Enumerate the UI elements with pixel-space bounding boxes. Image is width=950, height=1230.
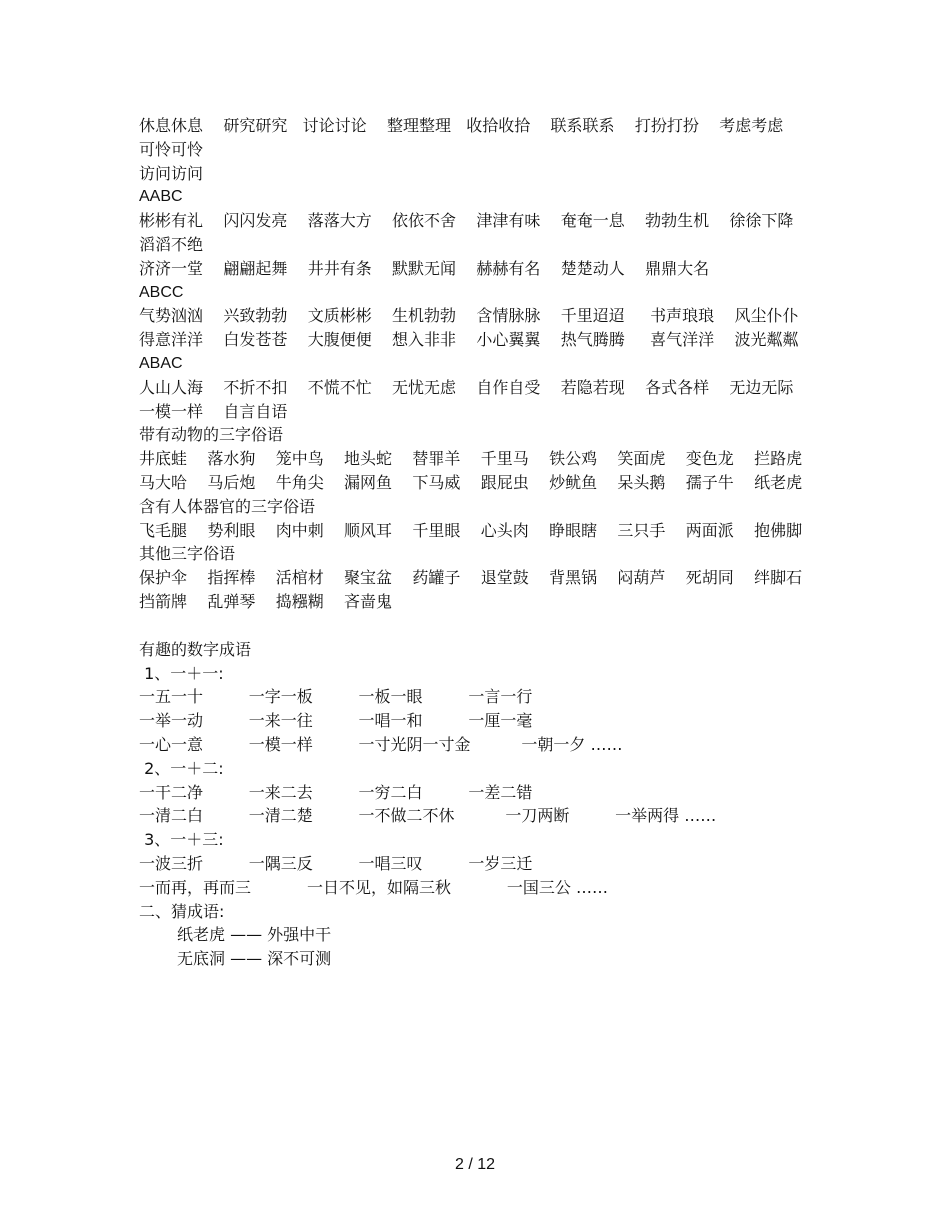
text-line: 一而再，再而三 一日不见，如隔三秋 一国三公 …… — [139, 877, 608, 897]
text-line: 一清二白 一清二楚 一不做二不休 一刀两断 一举两得 …… — [139, 806, 717, 826]
text-line: 得意洋洋 白发苍苍 大腹便便 想入非非 小心翼翼 热气腾腾 喜气洋洋 波光粼粼 — [139, 330, 799, 350]
text-line: 保护伞 指挥棒 活棺材 聚宝盆 药罐子 退堂鼓 背黑锅 闷葫芦 死胡同 绊脚石 挡箭牌 乱弹琴 捣糨糊 吝啬鬼 — [139, 568, 823, 611]
text-line: 一模一样 自言自语 — [139, 401, 288, 421]
text-line: 休息休息 研究研究 讨论讨论 整理整理 收拾收拾 联系联系 打扮打扮 考虑考虑 可怜可怜 — [139, 116, 799, 159]
text-line: 井底蛙 落水狗 笼中鸟 地头蛇 替罪羊 千里马 铁公鸡 笑面虎 变色龙 拦路虎 马大哈 马后炮 牛角尖 漏网鱼 下马威 跟屁虫 炒鱿鱼 呆头鹅 孺子牛 纸老虎 — [139, 449, 823, 492]
text-line: 人山人海 不折不扣 不慌不忙 无忧无虑 自作自受 若隐若现 各式各样 无边无际 — [139, 377, 794, 397]
text-line: 一举一动 一来一往 一唱一和 一厘一毫 — [139, 711, 533, 731]
riddle-line: 无底洞 —— 深不可测 — [177, 949, 332, 969]
text-line: 一五一十 一字一板 一板一眼 一言一行 — [139, 687, 533, 707]
text-line: 气势汹汹 兴致勃勃 文质彬彬 生机勃勃 含情脉脉 千里迢迢 书声琅琅 风尘仆仆 — [139, 306, 799, 326]
text-line: 一干二净 一来二去 一穷二白 一差二错 — [139, 782, 533, 802]
section-heading: ABCC — [139, 283, 184, 301]
page-number: 2 / 12 — [454, 1156, 496, 1173]
riddle-line: 纸老虎 —— 外强中干 — [177, 925, 332, 945]
text-line: 一波三折 一隅三反 一唱三叹 一岁三迁 — [139, 853, 533, 873]
section-title: 带有动物的三字俗语 — [139, 425, 284, 445]
section-title: 其他三字俗语 — [139, 544, 236, 564]
subsection-title: 3、一＋三: — [139, 830, 224, 850]
text-line: 彬彬有礼 闪闪发亮 落落大方 依依不舍 津津有味 奄奄一息 勃勃生机 徐徐下降 滔滔不绝 — [139, 211, 814, 254]
blank-line — [139, 614, 811, 638]
subsection-title: 1、一＋一: — [139, 663, 224, 683]
document-body — [139, 114, 823, 971]
section-title: 含有人体器官的三字俗语 — [139, 496, 316, 516]
text-line: 飞毛腿 势利眼 肉中刺 顺风耳 千里眼 心头肉 睁眼瞎 三只手 两面派 抱佛脚 — [139, 520, 803, 540]
text-line: 访问访问 — [139, 163, 204, 183]
section-title: 二、猜成语: — [139, 901, 225, 921]
subsection-title: 2、一＋二: — [139, 758, 224, 778]
section-heading: ABAC — [139, 354, 183, 372]
section-heading: AABC — [139, 188, 183, 206]
text-line: 一心一意 一模一样 一寸光阴一寸金 一朝一夕 …… — [139, 734, 623, 754]
text-line: 济济一堂 翩翩起舞 井井有条 默默无闻 赫赫有名 楚楚动人 鼎鼎大名 — [139, 258, 710, 278]
section-title: 有趣的数字成语 — [139, 639, 252, 659]
